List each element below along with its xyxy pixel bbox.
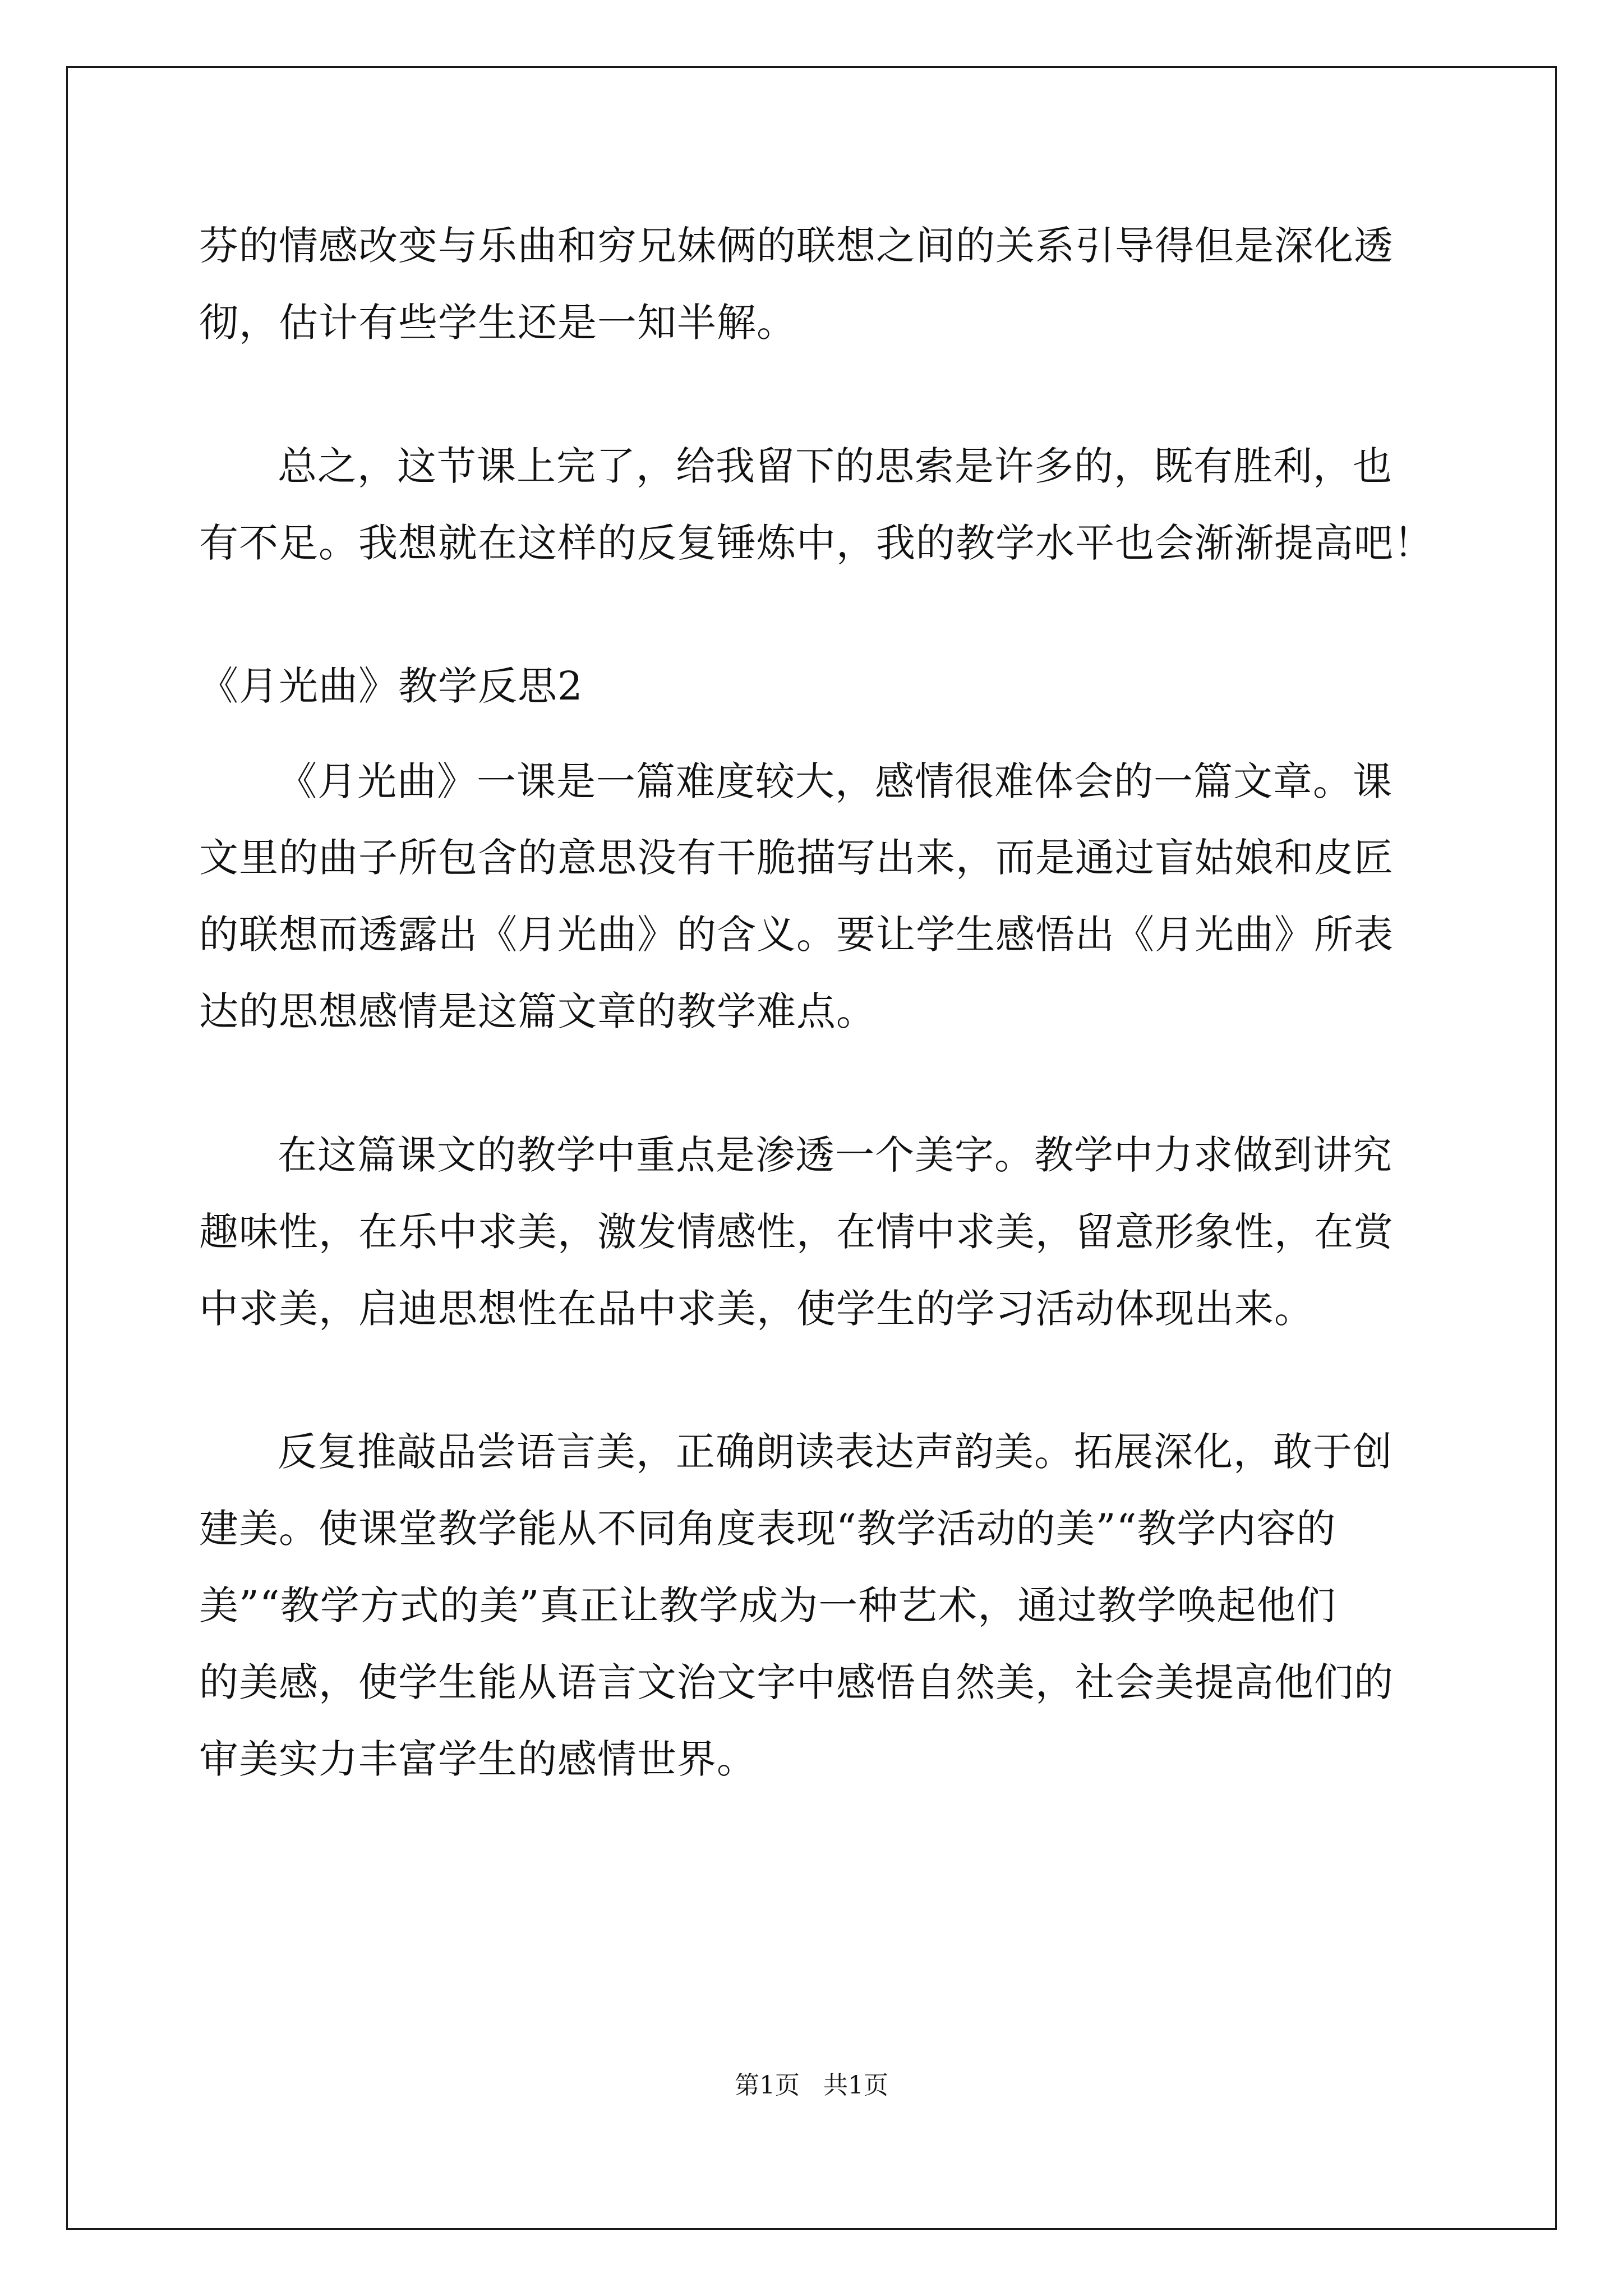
text-line: 有不足。我想就在这样的反复锤炼中，我的教学水平也会渐渐提高吧！ (199, 520, 1433, 566)
paragraph-start-line: 反复推敲品尝语言美，正确朗读表达声韵美。拓展深化，敢于创 (278, 1429, 1393, 1475)
section-heading: 《月光曲》教学反思2 (199, 663, 583, 709)
text-line: 中求美，启迪思想性在品中求美，使学生的学习活动体现出来。 (199, 1286, 1314, 1332)
text-line: 建美。使课堂教学能从不同角度表现“教学活动的美”“教学内容的 (199, 1506, 1336, 1552)
paragraph-start-line: 《月光曲》一课是一篇难度较大，感情很难体会的一篇文章。课 (278, 758, 1393, 804)
text-line: 的美感，使学生能从语言文治文字中感悟自然美，社会美提高他们的 (199, 1659, 1394, 1705)
text-line: 文里的曲子所包含的意思没有干脆描写出来，而是通过盲姑娘和皮匠 (199, 835, 1394, 881)
text-line: 芬的情感改变与乐曲和穷兄妹俩的联想之间的关系引导得但是深化透 (199, 223, 1394, 269)
paragraph-start-line: 总之，这节课上完了，给我留下的思索是许多的，既有胜利，也 (278, 443, 1393, 489)
text-line: 彻，估计有些学生还是一知半解。 (199, 300, 796, 346)
text-line: 达的思想感情是这篇文章的教学难点。 (199, 988, 876, 1034)
text-line: 审美实力丰富学生的感情世界。 (199, 1736, 757, 1782)
paragraph-start-line: 在这篇课文的教学中重点是渗透一个美字。教学中力求做到讲究 (278, 1132, 1393, 1178)
text-line: 美”“教学方式的美”真正让教学成为一种艺术，通过教学唤起他们 (199, 1582, 1336, 1628)
page-number-footer: 第1页 共1页 (735, 2071, 888, 2100)
text-line: 的联想而透露出《月光曲》的含义。要让学生感悟出《月光曲》所表 (199, 912, 1394, 958)
text-line: 趣味性，在乐中求美，激发情感性，在情中求美，留意形象性，在赏 (199, 1209, 1394, 1255)
